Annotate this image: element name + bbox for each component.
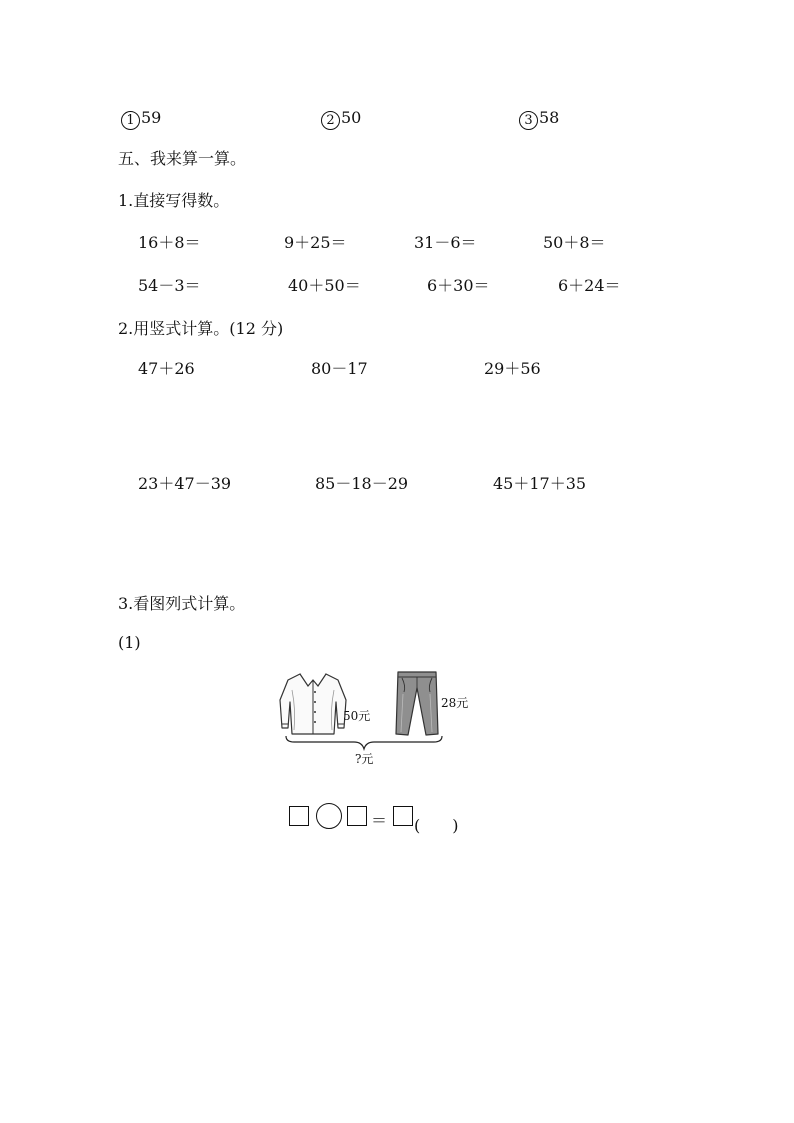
unit-parentheses: ( ) xyxy=(414,816,459,835)
q3-title: 3.看图列式计算。 xyxy=(118,594,246,613)
q1-item: 31－6＝ xyxy=(414,233,477,252)
option-3 xyxy=(519,108,559,130)
q2-item: 45＋17＋35 xyxy=(493,474,587,493)
q1-item: 9＋25＝ xyxy=(284,233,347,252)
answer-box xyxy=(393,806,413,826)
option-value: 50 xyxy=(341,108,362,127)
option-value: 59 xyxy=(141,108,162,127)
q1-item: 16＋8＝ xyxy=(138,233,201,252)
operator-circle xyxy=(316,803,342,829)
q1-item: 40＋50＝ xyxy=(288,276,361,295)
q2-item: 47＋26 xyxy=(138,359,195,378)
pants-price: 28元 xyxy=(441,696,469,710)
q1-title: 1.直接写得数。 xyxy=(118,191,230,210)
total-label: ?元 xyxy=(355,752,374,766)
answer-box xyxy=(289,806,309,826)
q2-item: 29＋56 xyxy=(484,359,541,378)
q2-item: 85－18－29 xyxy=(315,474,409,493)
q1-item: 6＋30＝ xyxy=(427,276,490,295)
shirt-price: 50元 xyxy=(343,709,371,723)
q3-subquestion: (1) xyxy=(118,633,141,652)
option-2 xyxy=(321,108,361,130)
option-number: 1 xyxy=(121,111,140,130)
q2-item: 23＋47－39 xyxy=(138,474,232,493)
equals-sign: ＝ xyxy=(371,811,388,830)
answer-box xyxy=(347,806,367,826)
section-title: 五、我来算一算。 xyxy=(118,149,247,168)
q2-item: 80－17 xyxy=(311,359,368,378)
pants-icon xyxy=(394,670,440,738)
option-number: 3 xyxy=(519,111,538,130)
shirt-icon xyxy=(278,670,348,738)
option-1 xyxy=(121,108,161,130)
q1-item: 6＋24＝ xyxy=(558,276,621,295)
q1-item: 54－3＝ xyxy=(138,276,201,295)
option-number: 2 xyxy=(321,111,340,130)
q2-title: 2.用竖式计算。(12 分) xyxy=(118,319,284,338)
option-value: 58 xyxy=(539,108,560,127)
q1-item: 50＋8＝ xyxy=(543,233,606,252)
